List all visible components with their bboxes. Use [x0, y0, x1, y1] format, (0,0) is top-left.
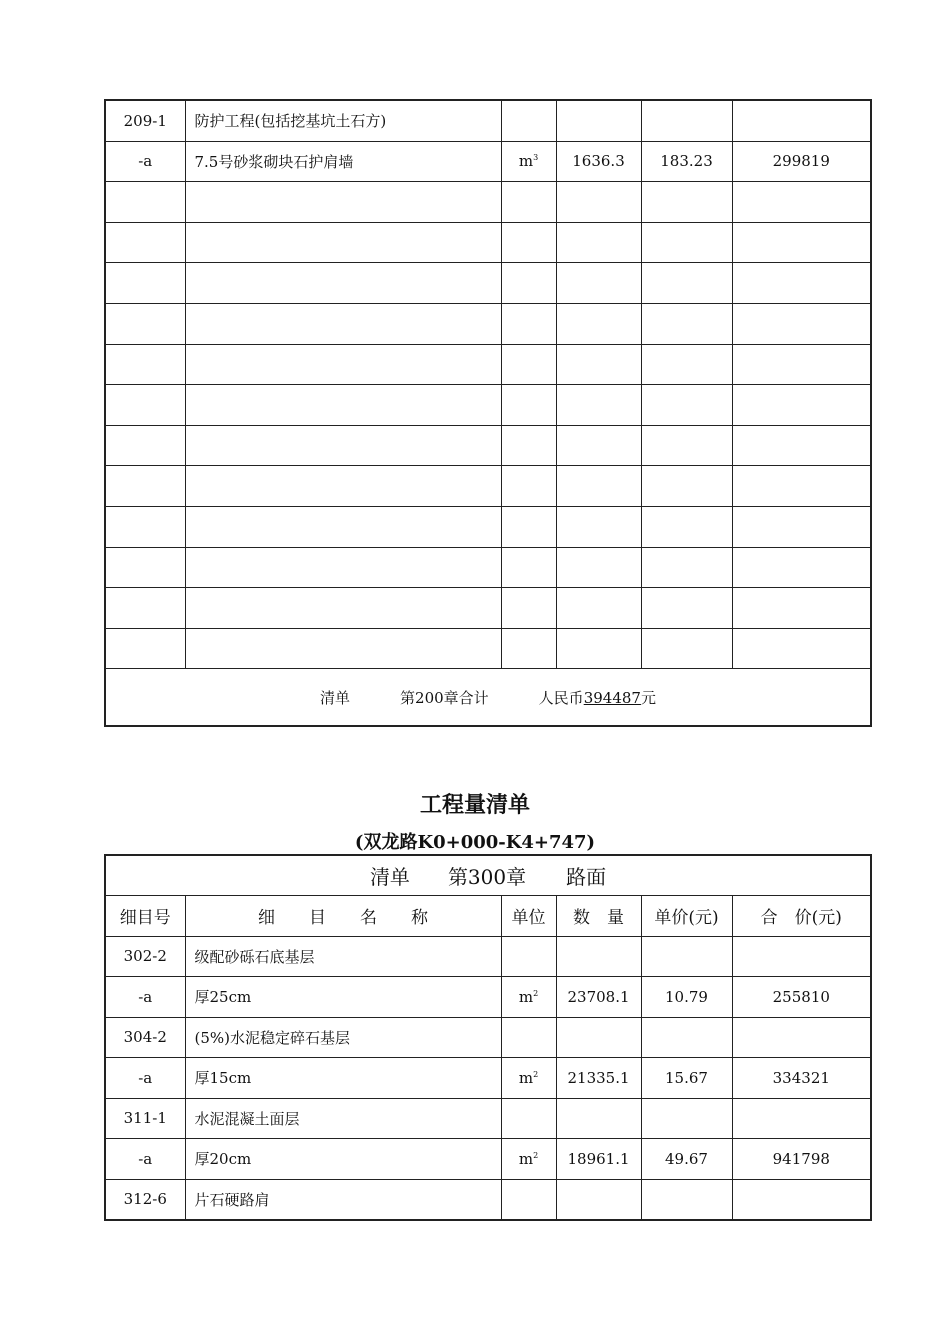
unit-exponent: 2 [533, 988, 539, 998]
code-cell: 311-1 [105, 1098, 185, 1139]
qty-cell: 1636.3 [556, 141, 641, 182]
code-cell [105, 303, 185, 344]
name-cell [185, 182, 501, 223]
unit-cell [501, 466, 556, 507]
qty-cell: 21335.1 [556, 1058, 641, 1099]
code-cell: -a [105, 1139, 185, 1180]
unit-cell [501, 1139, 556, 1180]
table-row [105, 222, 871, 263]
name-cell [185, 466, 501, 507]
code-cell [105, 344, 185, 385]
table-row [105, 182, 871, 223]
unit-cell [501, 182, 556, 223]
table-caption [105, 855, 871, 896]
unit-cell [501, 425, 556, 466]
code-cell [105, 466, 185, 507]
unit-cell [501, 344, 556, 385]
table-row [105, 936, 871, 977]
unit-cell [501, 222, 556, 263]
total-cell [732, 628, 871, 669]
table-row [105, 1098, 871, 1139]
header-name: 细 目 名 称 [185, 896, 501, 937]
unit-cell [501, 547, 556, 588]
table-row [105, 141, 871, 182]
total-cell [732, 466, 871, 507]
price-cell [641, 466, 732, 507]
table-row [105, 977, 871, 1018]
total-cell [732, 1179, 871, 1220]
total-cell: 941798 [732, 1139, 871, 1180]
name-cell [185, 222, 501, 263]
price-cell: 15.67 [641, 1058, 732, 1099]
price-cell [641, 547, 732, 588]
unit-cell [501, 263, 556, 304]
summary-currency: 元 [640, 688, 656, 707]
total-cell [732, 222, 871, 263]
name-cell: 水泥混凝土面层 [185, 1098, 501, 1139]
code-cell: 209-1 [105, 100, 185, 141]
table-row [105, 1139, 871, 1180]
code-cell [105, 222, 185, 263]
total-cell [732, 1017, 871, 1058]
code-cell [105, 628, 185, 669]
name-cell: 片石硬路肩 [185, 1179, 501, 1220]
name-cell: 厚25cm [185, 977, 501, 1018]
unit-cell [501, 628, 556, 669]
price-cell [641, 425, 732, 466]
page-title: 工程量清单 [419, 793, 530, 818]
code-cell [105, 263, 185, 304]
code-cell: -a [105, 977, 185, 1018]
table-row [105, 1017, 871, 1058]
table-row [105, 588, 871, 629]
unit-cell [501, 100, 556, 141]
table-row [105, 506, 871, 547]
unit-cell [501, 1179, 556, 1220]
total-cell [732, 100, 871, 141]
qty-cell [556, 303, 641, 344]
table-row [105, 425, 871, 466]
header-unit: 单位 [501, 896, 556, 937]
code-cell: -a [105, 1058, 185, 1099]
qty-cell [556, 385, 641, 426]
summary-label-rmb: 人民币 [538, 688, 584, 707]
name-cell [185, 344, 501, 385]
unit-exponent: 2 [533, 1150, 539, 1160]
chapter-300-table [104, 854, 872, 1221]
code-cell [105, 547, 185, 588]
code-cell: -a [105, 141, 185, 182]
table-row [105, 303, 871, 344]
table-row [105, 1179, 871, 1220]
code-cell [105, 588, 185, 629]
unit-cell [501, 385, 556, 426]
code-cell [105, 506, 185, 547]
name-cell [185, 547, 501, 588]
unit-cell [501, 1098, 556, 1139]
summary-label-chapter: 第200章合计 [400, 688, 489, 707]
total-cell [732, 344, 871, 385]
name-cell: 级配砂砾石底基层 [185, 936, 501, 977]
name-cell: 7.5号砂浆砌块石护肩墙 [185, 141, 501, 182]
header-price: 单价(元) [641, 896, 732, 937]
unit-cell [501, 977, 556, 1018]
table-row [105, 263, 871, 304]
table-row [105, 547, 871, 588]
qty-cell: 18961.1 [556, 1139, 641, 1180]
code-cell [105, 425, 185, 466]
name-cell: (5%)水泥稳定碎石基层 [185, 1017, 501, 1058]
unit-cell [501, 936, 556, 977]
price-cell [641, 936, 732, 977]
qty-cell [556, 344, 641, 385]
name-cell [185, 506, 501, 547]
table-row [105, 100, 871, 141]
qty-cell [556, 1179, 641, 1220]
total-cell [732, 506, 871, 547]
qty-cell [556, 263, 641, 304]
unit-cell [501, 588, 556, 629]
price-cell [641, 303, 732, 344]
header-total: 合 价(元) [732, 896, 871, 937]
code-cell [105, 385, 185, 426]
name-cell [185, 303, 501, 344]
name-cell [185, 385, 501, 426]
total-cell [732, 1098, 871, 1139]
table-row [105, 385, 871, 426]
header-code: 细目号 [105, 896, 185, 937]
qty-cell: 23708.1 [556, 977, 641, 1018]
chapter-200-summary [105, 669, 871, 727]
total-cell [732, 547, 871, 588]
unit-text: m [518, 152, 534, 171]
price-cell [641, 182, 732, 223]
table-row [105, 344, 871, 385]
code-cell: 302-2 [105, 936, 185, 977]
qty-cell [556, 588, 641, 629]
name-cell [185, 588, 501, 629]
name-cell [185, 628, 501, 669]
name-cell: 厚15cm [185, 1058, 501, 1099]
qty-cell [556, 222, 641, 263]
unit-cell [501, 303, 556, 344]
code-cell [105, 182, 185, 223]
unit-cell [501, 1017, 556, 1058]
code-cell: 312-6 [105, 1179, 185, 1220]
unit-cell [501, 1058, 556, 1099]
unit-exponent: 3 [533, 153, 539, 163]
caption-chapter: 第300章 [447, 865, 527, 889]
price-cell [641, 344, 732, 385]
unit-text: m [518, 987, 534, 1006]
total-cell [732, 588, 871, 629]
unit-cell [501, 506, 556, 547]
total-cell [732, 263, 871, 304]
unit-cell [501, 141, 556, 182]
name-cell [185, 425, 501, 466]
total-cell: 255810 [732, 977, 871, 1018]
total-cell [732, 425, 871, 466]
price-cell [641, 1017, 732, 1058]
total-cell [732, 182, 871, 223]
qty-cell [556, 506, 641, 547]
price-cell: 49.67 [641, 1139, 732, 1180]
price-cell [641, 222, 732, 263]
qty-cell [556, 1017, 641, 1058]
price-cell [641, 1179, 732, 1220]
price-cell [641, 588, 732, 629]
page-subtitle: (双龙路K0+000-K4+747) [354, 832, 596, 853]
price-cell [641, 628, 732, 669]
table-row [105, 466, 871, 507]
qty-cell [556, 936, 641, 977]
code-cell: 304-2 [105, 1017, 185, 1058]
qty-cell [556, 466, 641, 507]
price-cell: 10.79 [641, 977, 732, 1018]
price-cell [641, 506, 732, 547]
total-cell [732, 385, 871, 426]
chapter-200-table [104, 99, 872, 727]
qty-cell [556, 547, 641, 588]
qty-cell [556, 182, 641, 223]
qty-cell [556, 425, 641, 466]
caption-section: 路面 [566, 865, 607, 889]
unit-text: m [518, 1149, 534, 1168]
price-cell: 183.23 [641, 141, 732, 182]
summary-amount: 394487 [583, 688, 641, 707]
price-cell [641, 100, 732, 141]
qty-cell [556, 100, 641, 141]
qty-cell [556, 1098, 641, 1139]
name-cell [185, 263, 501, 304]
total-cell [732, 303, 871, 344]
total-cell [732, 936, 871, 977]
unit-text: m [518, 1068, 534, 1087]
table-row [105, 628, 871, 669]
caption-list: 清单 [369, 865, 410, 889]
qty-cell [556, 628, 641, 669]
name-cell: 防护工程(包括挖基坑土石方) [185, 100, 501, 141]
total-cell: 299819 [732, 141, 871, 182]
name-cell: 厚20cm [185, 1139, 501, 1180]
total-cell: 334321 [732, 1058, 871, 1099]
price-cell [641, 263, 732, 304]
price-cell [641, 1098, 732, 1139]
unit-exponent: 2 [533, 1069, 539, 1079]
table-row [105, 1058, 871, 1099]
header-qty: 数 量 [556, 896, 641, 937]
summary-label-list: 清单 [320, 688, 351, 707]
price-cell [641, 385, 732, 426]
